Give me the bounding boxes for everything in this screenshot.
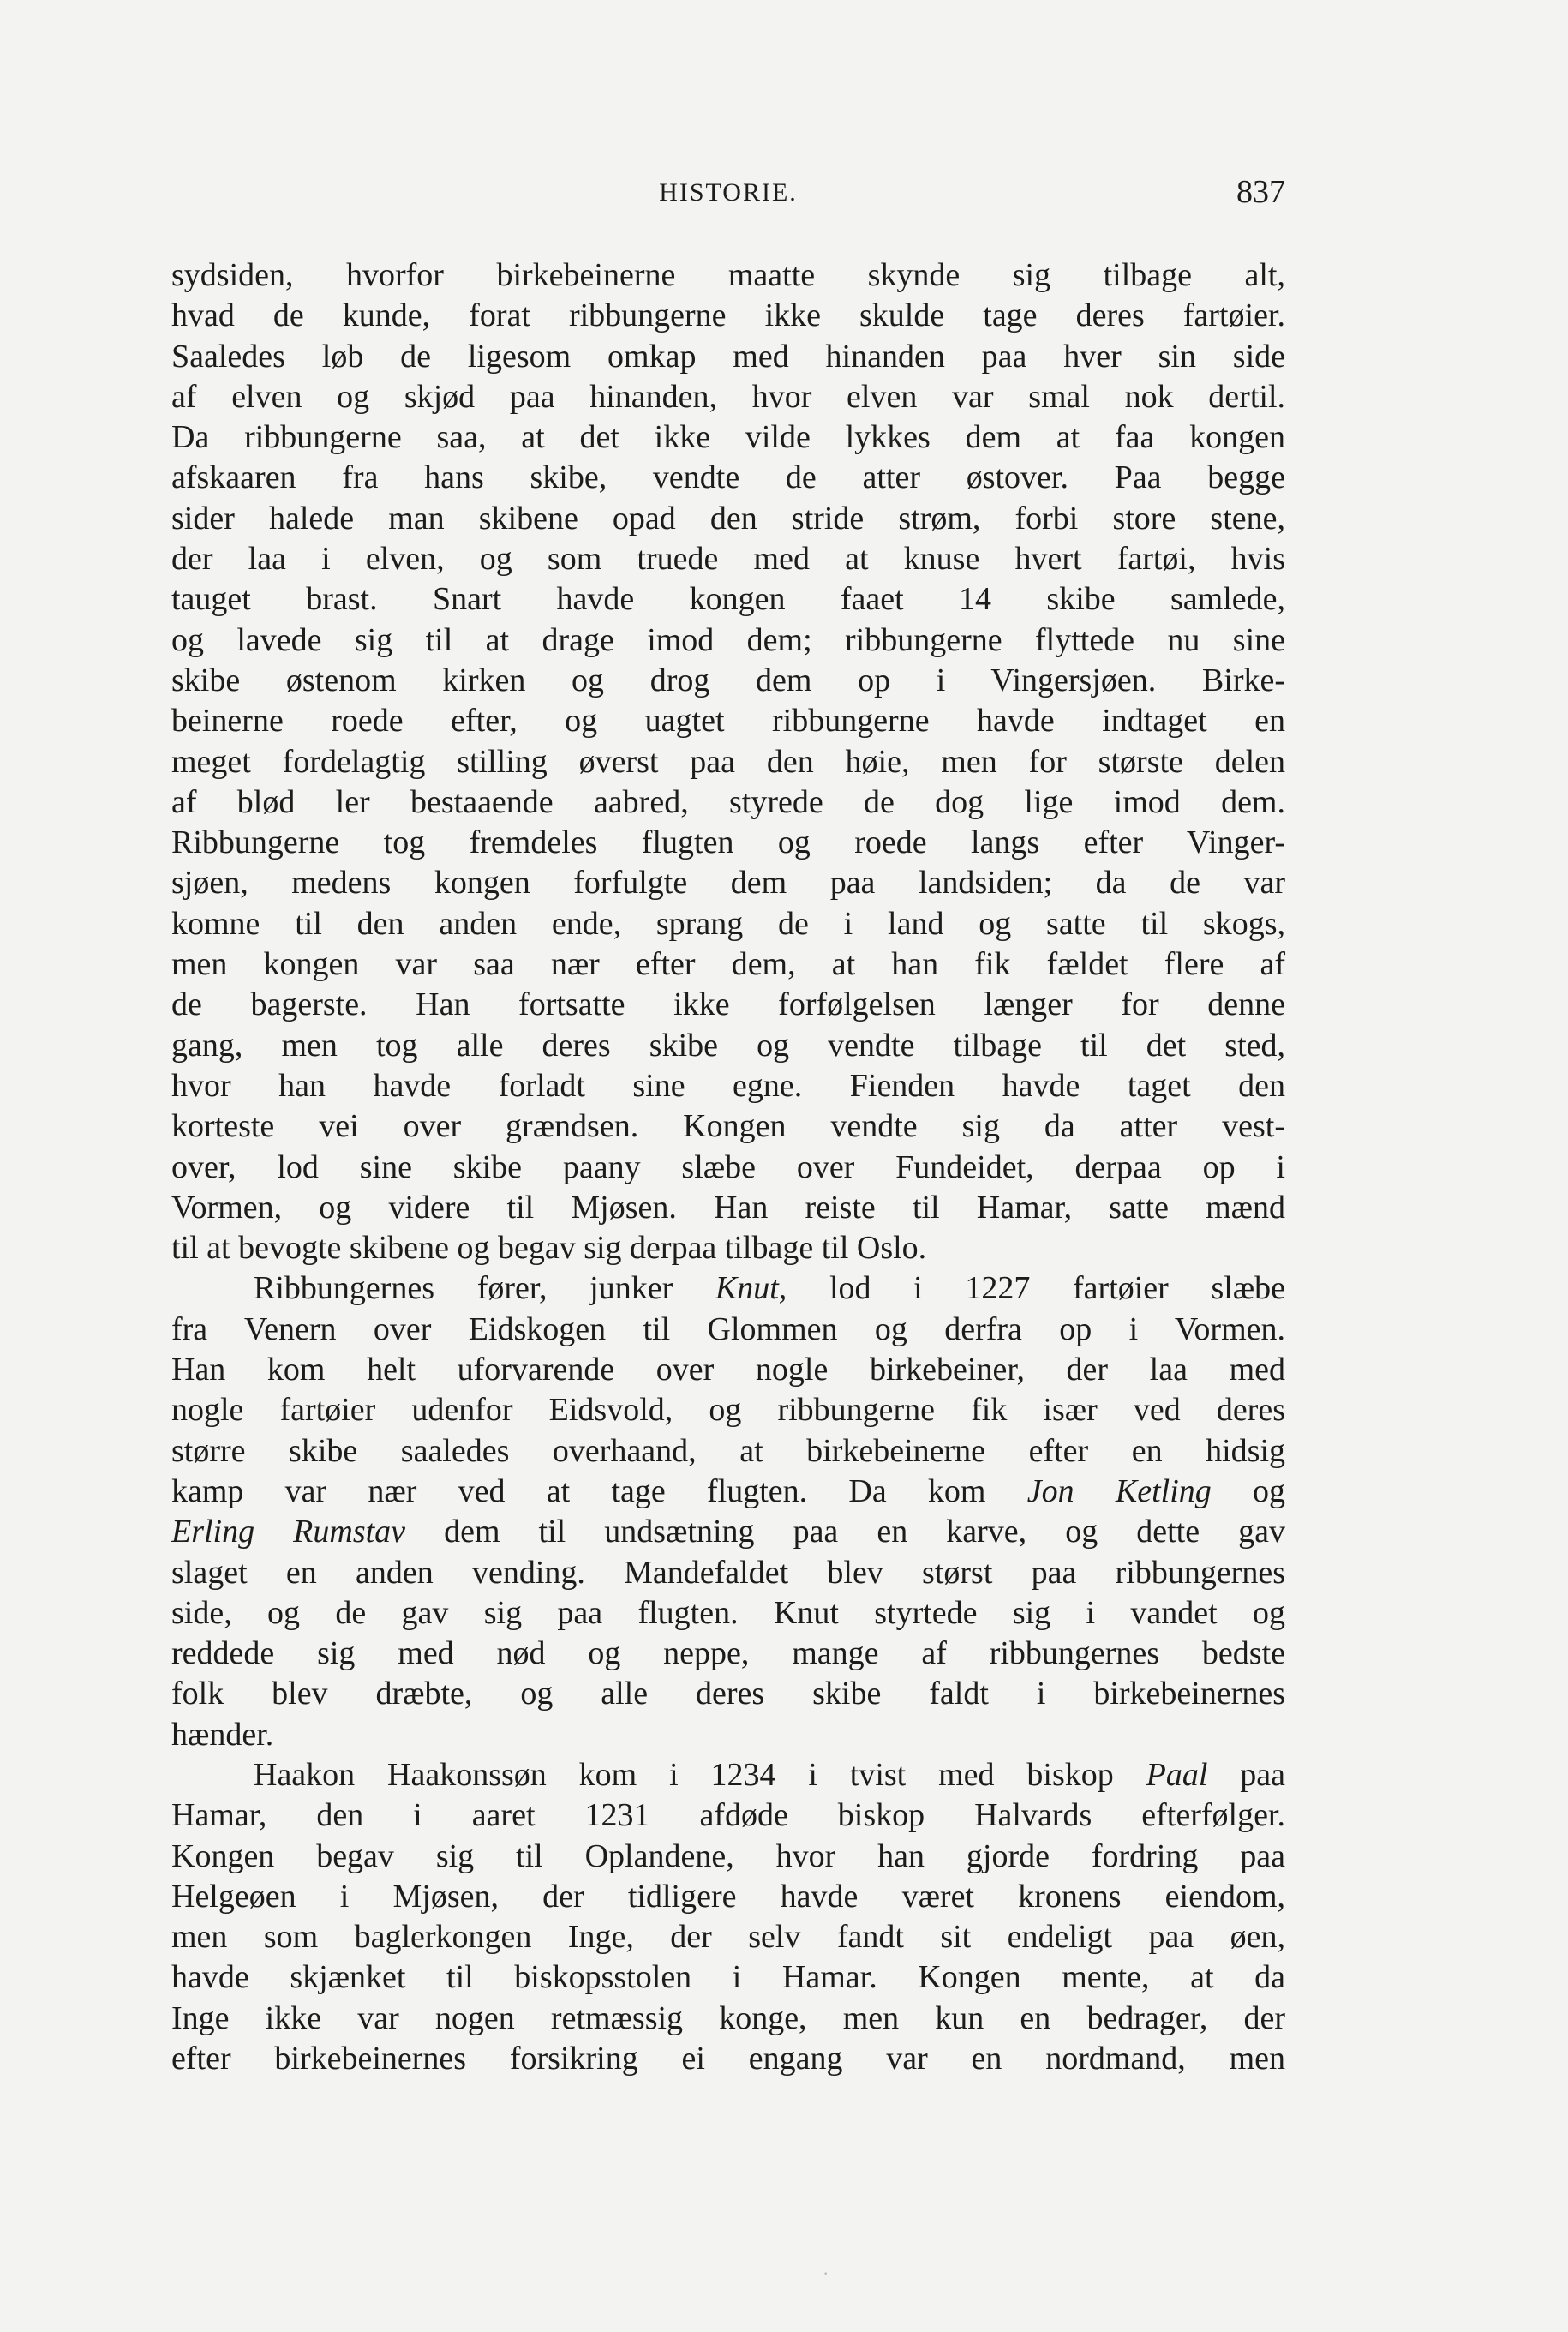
line-text: der laa i elven, og som truede med at knuse hvert fartøi, hvis <box>171 541 1285 578</box>
line-text: side, og de gav sig paa flugten. Knut styrtede sig i vandet og <box>171 1594 1285 1631</box>
text-line <box>171 742 1285 782</box>
line-text: Kongen begav sig til Oplandene, hvor han gjorde fordring paa <box>171 1837 1285 1874</box>
text-line <box>171 1917 1285 1957</box>
line-text: men som baglerkongen Inge, der selv fandt sit endeligt paa øen, <box>171 1919 1285 1956</box>
line-text: hvor han havde forladt sine egne. Fienden havde taget den <box>171 1067 1285 1104</box>
line-text: sjøen, medens kongen forfulgte dem paa landsiden; da de var <box>171 865 1285 902</box>
text-line <box>171 417 1285 458</box>
line-text: paa <box>1207 1756 1285 1793</box>
text-line <box>171 1148 1285 1188</box>
line-text: Inge ikke var nogen retmæssig konge, men kun en bedrager, der <box>171 1999 1285 2036</box>
italic-name: Jon Ketling <box>1026 1472 1212 1509</box>
text-line <box>171 1472 1285 1512</box>
page-header <box>171 174 1285 223</box>
line-text: fra Venern over Eidskogen til Glommen og derfra op i Vormen. <box>171 1310 1285 1347</box>
text-line <box>171 1268 1285 1309</box>
line-text: de bagerste. Han fortsatte ikke forfølgelsen længer for denne <box>171 986 1285 1023</box>
text-line <box>171 1390 1285 1430</box>
text-line <box>171 620 1285 661</box>
line-text: større skibe saaledes overhaand, at birkebeinerne efter en hidsig <box>171 1432 1285 1469</box>
text-line <box>171 377 1285 417</box>
line-text: Saaledes løb de ligesom omkap med hinanden paa hver sin side <box>171 338 1285 375</box>
text-line <box>171 539 1285 579</box>
text-line <box>171 1553 1285 1593</box>
line-text: og lavede sig til at drage imod dem; ribbungerne flyttede nu sine <box>171 621 1285 658</box>
text-line <box>171 1512 1285 1552</box>
line-text: og <box>1211 1472 1285 1509</box>
line-text: kamp var nær ved at tage flugten. Da kom <box>171 1472 1027 1509</box>
text-line <box>171 661 1285 701</box>
text-line <box>171 1431 1285 1472</box>
text-line <box>171 1837 1285 1877</box>
line-text: beinerne roede efter, og uagtet ribbungerne havde indtaget en <box>171 703 1285 740</box>
line-text: Helgeøen i Mjøsen, der tidligere havde været kronens eiendom, <box>171 1878 1285 1915</box>
text-line <box>171 1795 1285 1836</box>
text-line <box>171 255 1285 296</box>
text-line <box>171 1026 1285 1066</box>
text-line <box>171 458 1285 498</box>
text-line <box>171 1066 1285 1106</box>
italic-name: Erling Rumstav <box>171 1514 406 1550</box>
line-text: men kongen var saa nær efter dem, at han fik fældet flere af <box>171 946 1285 983</box>
text-line <box>171 1350 1285 1390</box>
line-text: gang, men tog alle deres skibe og vendte tilbage til det sted, <box>171 1027 1285 1064</box>
text-line <box>171 1877 1285 1917</box>
line-text: af elven og skjød paa hinanden, hvor elven var smal nok dertil. <box>171 378 1285 415</box>
text-line <box>171 985 1285 1025</box>
text-line <box>171 782 1285 823</box>
line-text: Hamar, den i aaret 1231 afdøde biskop Halvards efterfølger. <box>171 1797 1285 1834</box>
text-line <box>171 1228 1285 1268</box>
line-text: hvad de kunde, forat ribbungerne ikke skulde tage deres fartøier. <box>171 297 1285 334</box>
line-text: nogle fartøier udenfor Eidsvold, og ribbungerne fik især ved deres <box>171 1392 1285 1429</box>
text-line <box>171 863 1285 903</box>
text-line <box>171 1755 1285 1795</box>
text-line <box>171 1188 1285 1228</box>
italic-name: Paal <box>1146 1756 1208 1793</box>
running-title: HISTORIE. <box>659 178 798 207</box>
footer-smudge: · <box>823 2263 829 2284</box>
text-line <box>171 499 1285 539</box>
line-text: Da ribbungerne saa, at det ikke vilde lykkes dem at faa kongen <box>171 419 1285 456</box>
text-line <box>171 1999 1285 2039</box>
text-line <box>171 1957 1285 1998</box>
line-text: meget fordelagtig stilling øverst paa den høie, men for største delen <box>171 743 1285 780</box>
line-text: tauget brast. Snart havde kongen faaet 14 skibe samlede, <box>171 581 1285 618</box>
body-text <box>171 255 1285 2079</box>
line-text: Han kom helt uforvarende over nogle birkebeiner, der laa med <box>171 1352 1285 1388</box>
line-text: sydsiden, hvorfor birkebeinerne maatte skynde sig tilbage alt, <box>171 257 1285 293</box>
line-text: Haakon Haakonssøn kom i 1234 i tvist med biskop <box>254 1756 1146 1793</box>
text-line <box>171 1634 1285 1674</box>
line-text: reddede sig med nød og neppe, mange af ribbungernes bedste <box>171 1635 1285 1672</box>
text-line <box>171 1715 1285 1755</box>
line-text: dem til undsætning paa en karve, og dette gav <box>405 1514 1285 1550</box>
line-text: folk blev dræbte, og alle deres skibe faldt i birkebeinernes <box>171 1676 1285 1712</box>
text-line <box>171 701 1285 741</box>
line-text: lod i 1227 fartøier slæbe <box>787 1270 1286 1307</box>
page-number: 837 <box>1236 174 1285 210</box>
text-line <box>171 1106 1285 1147</box>
line-text: Vormen, og videre til Mjøsen. Han reiste til Hamar, satte mænd <box>171 1189 1285 1226</box>
line-text: Ribbungerne tog fremdeles flugten og roede langs efter Vinger- <box>171 824 1285 861</box>
line-text: hænder. <box>171 1716 274 1753</box>
italic-name: Knut, <box>715 1270 787 1307</box>
line-text: korteste vei over grændsen. Kongen vendte sig da atter vest- <box>171 1108 1285 1145</box>
line-text: havde skjænket til biskopsstolen i Hamar. Kongen mente, at da <box>171 1959 1285 1996</box>
text-line <box>171 1593 1285 1634</box>
line-text: af blød ler bestaaende aabred, styrede de dog lige imod dem. <box>171 783 1285 820</box>
line-text: komne til den anden ende, sprang de i land og satte til skogs, <box>171 905 1285 942</box>
text-line <box>171 2039 1285 2079</box>
text-line <box>171 823 1285 863</box>
line-text: sider halede man skibene opad den stride strøm, forbi store stene, <box>171 500 1285 537</box>
text-line <box>171 944 1285 985</box>
line-text: efter birkebeinernes forsikring ei engang var en nordmand, men <box>171 2041 1285 2077</box>
text-line <box>171 579 1285 620</box>
text-line <box>171 296 1285 336</box>
text-line <box>171 1674 1285 1714</box>
text-line <box>171 337 1285 377</box>
text-line <box>171 904 1285 944</box>
line-text: skibe østenom kirken og drog dem op i Vingersjøen. Birke- <box>171 662 1285 698</box>
line-text: over, lod sine skibe paany slæbe over Fundeidet, derpaa op i <box>171 1148 1285 1185</box>
line-text: Ribbungernes fører, junker <box>254 1270 715 1307</box>
line-text: afskaaren fra hans skibe, vendte de atter østover. Paa begge <box>171 459 1285 496</box>
line-text: til at bevogte skibene og begav sig derpaa tilbage til Oslo. <box>171 1230 927 1267</box>
line-text: slaget en anden vending. Mandefaldet blev størst paa ribbungernes <box>171 1554 1285 1591</box>
text-line <box>171 1310 1285 1350</box>
